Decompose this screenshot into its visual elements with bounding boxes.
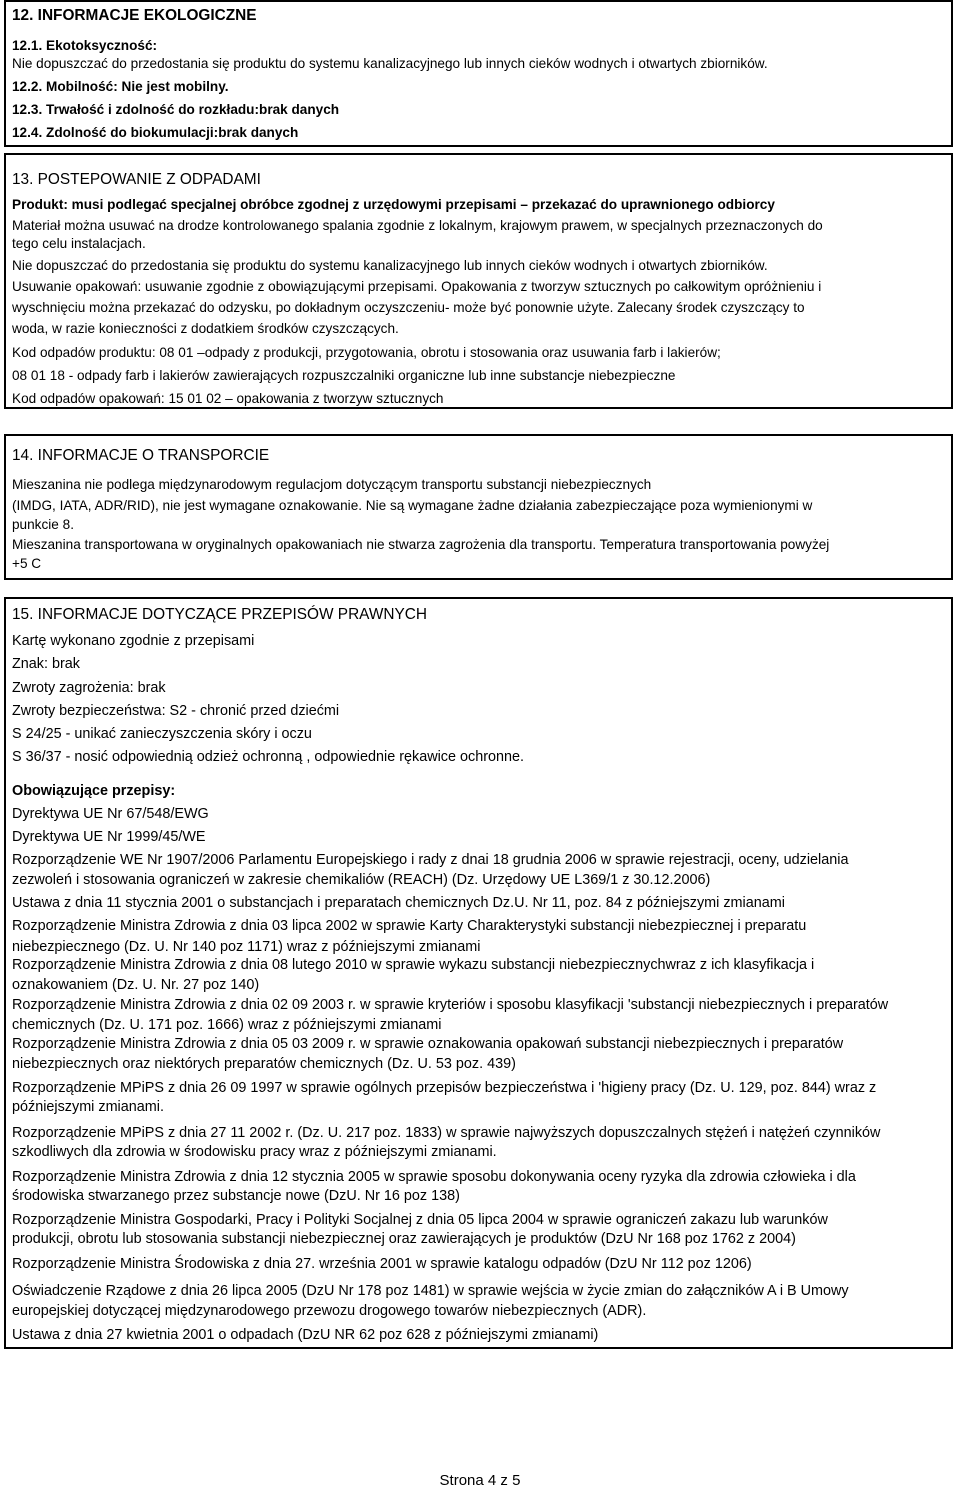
text-line: Kod odpadów produktu: 08 01 –odpady z produkcji, przygotowania, obrotu i stosowania oraz usuwania farb i lakierów; — [12, 345, 721, 360]
regulation-line: europejskiej dotyczącej międzynarodowego przewozu drogowego towarów niebezpiecznych (ADR). — [12, 1303, 647, 1319]
regulation-line: późniejszymi zmianami. — [12, 1099, 164, 1115]
text-line: (IMDG, IATA, ADR/RID), nie jest wymagane oznakowanie. Nie są wymagane żadne działania zabezpieczające poza wymienionymi w — [12, 498, 813, 513]
text-line: tego celu instalacjach. — [12, 236, 146, 251]
text-line: Produkt: musi podlegać specjalnej obróbce zgodnej z urzędowymi przepisami – przekazać do uprawnionego odbiorcy — [12, 197, 775, 212]
section-title: 15. INFORMACJE DOTYCZĄCE PRZEPISÓW PRAWNYCH — [12, 606, 428, 623]
regulation-line: Rozporządzenie MPiPS z dnia 26 09 1997 w sprawie ogólnych przepisów bezpieczeństwa i 'higieny pracy (Dz. U. 129, poz. 844) wraz z — [12, 1080, 877, 1096]
subheading: 12.3. Trwałość i zdolność do rozkładu:brak danych — [12, 102, 340, 117]
text-line: Zwroty bezpieczeństwa: S2 - chronić przed dziećmi — [12, 703, 340, 719]
regulation-line: Rozporządzenie Ministra Zdrowia z dnia 08 lutego 2010 w sprawie wykazu substancji niebezpiecznychwraz z ich klasyfikacja i — [12, 957, 815, 973]
subheading: 12.4. Zdolność do biokumulacji:brak danych — [12, 125, 299, 140]
text-line: Kartę wykonano zgodnie z przepisami — [12, 633, 255, 649]
text-line: Mieszanina transportowana w oryginalnych opakowaniach nie stwarza zagrożenia dla transportu. Temperatura transportowania powyżej — [12, 537, 830, 552]
section-14 — [4, 434, 953, 580]
text-line: Materiał można usuwać na drodze kontrolowanego spalania zgodnie z lokalnym, krajowym prawem, w specjalnych przeznaczonych do — [12, 218, 823, 233]
section-title: 13. POSTEPOWANIE Z ODPADAMI — [12, 171, 261, 188]
section-title: 12. INFORMACJE EKOLOGICZNE — [12, 7, 257, 24]
subheading: 12.2. Mobilność: Nie jest mobilny. — [12, 79, 229, 94]
section-13 — [4, 153, 953, 409]
text-line: woda, w razie konieczności z dodatkiem środków czyszczących. — [12, 321, 399, 336]
regulation-line: niebezpiecznych oraz niektórych preparatów chemicznych (Dz. U. 53 poz. 439) — [12, 1056, 516, 1072]
text-line: Usuwanie opakowań: usuwanie zgodnie z obowiązującymi przepisami. Opakowania z tworzyw sztucznych po całkowitym opróżnieniu i — [12, 279, 822, 294]
regulation-line: zezwoleń i stosowania ograniczeń w zakresie chemikaliów (REACH) (Dz. Urzędowy UE L369/1 z 30.12.2006) — [12, 872, 711, 888]
text-line: Kod odpadów opakowań: 15 01 02 – opakowania z tworzyw sztucznych — [12, 391, 444, 406]
regulation-line: Ustawa z dnia 27 kwietnia 2001 o odpadach (DzU NR 62 poz 628 z późniejszymi zmianami) — [12, 1327, 599, 1343]
section-15 — [4, 597, 953, 1349]
regulation-line: Rozporządzenie Ministra Gospodarki, Pracy i Polityki Socjalnej z dnia 05 lipca 2004 w sprawie ograniczeń zakazu lub warunków — [12, 1212, 828, 1228]
text-line: Mieszanina nie podlega międzynarodowym regulacjom dotyczącym transportu substancji niebezpiecznych — [12, 477, 652, 492]
regulation-line: niebezpiecznego (Dz. U. Nr 140 poz 1171) wraz z późniejszymi zmianami — [12, 939, 481, 955]
regulation-line: Oświadczenie Rządowe z dnia 26 lipca 2005 (DzU Nr 178 poz 1481) w sprawie wejścia w życie zmian do załączników A i B Umowy — [12, 1283, 849, 1299]
section-12 — [4, 0, 953, 147]
text-line: +5 C — [12, 556, 42, 571]
regulation-line: szkodliwych dla zdrowia w środowisku pracy wraz z późniejszymi zmianami. — [12, 1144, 497, 1160]
text-line: S 24/25 - unikać zanieczyszczenia skóry i oczu — [12, 726, 312, 742]
regulation-line: środowiska stwarzanego przez substancje nowe (DzU. Nr 16 poz 138) — [12, 1188, 460, 1204]
text-line: Znak: brak — [12, 656, 80, 672]
regulation-line: Ustawa z dnia 11 stycznia 2001 o substancjach i preparatach chemicznych Dz.U. Nr 11, poz. 84 z późniejszymi zmianami — [12, 895, 785, 911]
text-line: punkcie 8. — [12, 517, 74, 532]
text-line: Nie dopuszczać do przedostania się produktu do systemu kanalizacyjnego lub innych cieków wodnych i otwartych zbiorników. — [12, 258, 768, 273]
regulation-line: Dyrektywa UE Nr 1999/45/WE — [12, 829, 206, 845]
regulation-line: chemicznych (Dz. U. 171 poz. 1666) wraz z późniejszymi zmianami — [12, 1017, 442, 1033]
regulation-line: Rozporządzenie WE Nr 1907/2006 Parlamentu Europejskiego i rady z dnai 18 grudnia 2006 w sprawie rejestracji, oceny, udzielania — [12, 852, 849, 868]
text-line: S 36/37 - nosić odpowiednią odzież ochronną , odpowiednie rękawice ochronne. — [12, 749, 524, 765]
text-line: wyschnięciu można przekazać do odzysku, po dokładnym oczyszczeniu- może być ponownie użyte. Zalecany środek czyszczący to — [12, 300, 805, 315]
regulation-line: Rozporządzenie Ministra Środowiska z dnia 27. września 2001 w sprawie katalogu odpadów (DzU Nr 112 poz 1206) — [12, 1256, 752, 1272]
regulation-line: oznakowaniem (Dz. U. Nr. 27 poz 140) — [12, 977, 260, 993]
regulation-line: produkcji, obrotu lub stosowania substancji niebezpiecznej oraz zawierających je produktów (DzU Nr 168 poz 1762 z 2004) — [12, 1231, 796, 1247]
text-line: Zwroty zagrożenia: brak — [12, 680, 166, 696]
regulation-line: Rozporządzenie Ministra Zdrowia z dnia 05 03 2009 r. w sprawie oznakowania opakowań substancji niebezpiecznych i preparatów — [12, 1036, 844, 1052]
text-line: 08 01 18 - odpady farb i lakierów zawierających rozpuszczalniki organiczne lub inne substancje niebezpieczne — [12, 368, 676, 383]
text-line: Nie dopuszczać do przedostania się produktu do systemu kanalizacyjnego lub innych cieków wodnych i otwartych zbiorników. — [12, 56, 768, 71]
subheading: 12.1. Ekotoksyczność: — [12, 38, 158, 53]
regulation-line: Rozporządzenie Ministra Zdrowia z dnia 12 stycznia 2005 w sprawie sposobu dokonywania oceny ryzyka dla zdrowia człowieka i dla — [12, 1169, 856, 1185]
regulation-line: Rozporządzenie Ministra Zdrowia z dnia 03 lipca 2002 w sprawie Karty Charakterystyki substancji niebezpiecznej i preparatu — [12, 918, 807, 934]
regulation-line: Dyrektywa UE Nr 67/548/EWG — [12, 806, 209, 822]
regulation-line: Rozporządzenie MPiPS z dnia 27 11 2002 r. (Dz. U. 217 poz. 1833) w sprawie najwyższych dopuszczalnych stężeń i natężeń czynników — [12, 1125, 881, 1141]
regulation-line: Rozporządzenie Ministra Zdrowia z dnia 02 09 2003 r. w sprawie kryteriów i sposobu klasyfikacji 'substancji niebezpiecznych i preparatów — [12, 997, 889, 1013]
subheading: Obowiązujące przepisy: — [12, 783, 176, 799]
section-title: 14. INFORMACJE O TRANSPORCIE — [12, 447, 270, 464]
page-number: Strona 4 z 5 — [439, 1472, 521, 1489]
